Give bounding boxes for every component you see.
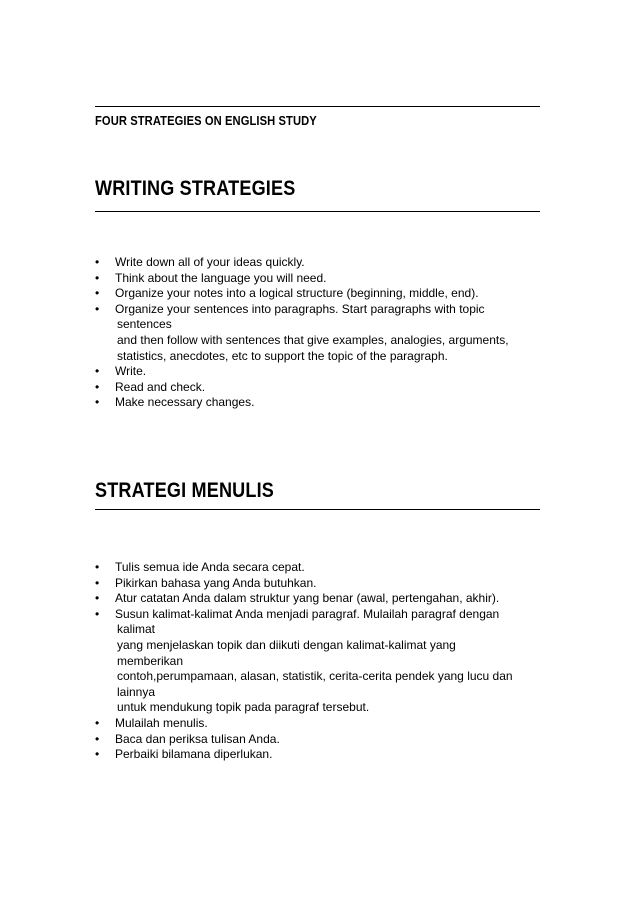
bullet-icon: • bbox=[95, 364, 100, 379]
list-item-text: Susun kalimat-kalimat Anda menjadi paragraf. Mulailah paragraf dengan bbox=[115, 606, 500, 621]
list-item-text: Tulis semua ide Anda secara cepat. bbox=[115, 560, 305, 574]
section-rule-strategi-menulis bbox=[95, 509, 540, 510]
list-item-text: sentences bbox=[117, 317, 172, 332]
bullet-icon: • bbox=[95, 591, 100, 606]
bullet-icon: • bbox=[95, 575, 100, 590]
list-item-text: Mulailah menulis. bbox=[115, 715, 208, 730]
bullet-list-strategi-menulis bbox=[95, 560, 545, 763]
list-item-text: Write. bbox=[115, 364, 147, 379]
list-item-text: Baca dan periksa tulisan Anda. bbox=[115, 731, 280, 746]
list-item-text: untuk mendukung topik pada paragraf tersebut. bbox=[117, 700, 370, 715]
bullet-icon: • bbox=[95, 301, 100, 316]
list-item-text: statistics, anecdotes, etc to support the topic of the paragraph. bbox=[117, 348, 448, 363]
list-item bbox=[95, 591, 545, 607]
bullet-icon: • bbox=[95, 606, 100, 621]
section-rule-writing-strategies bbox=[95, 211, 540, 212]
list-item-text: Organize your sentences into paragraphs. Start paragraphs with topic bbox=[115, 301, 485, 316]
list-item bbox=[95, 395, 545, 411]
list-item bbox=[95, 286, 545, 302]
list-item-text: contoh,perumpamaan, alasan, statistik, cerita-cerita pendek yang lucu dan bbox=[117, 669, 513, 684]
list-item-text: Organize your notes into a logical structure (beginning, middle, end). bbox=[115, 286, 479, 301]
list-item bbox=[95, 302, 545, 364]
bullet-icon: • bbox=[95, 395, 100, 410]
section-heading-writing-strategies: WRITING STRATEGIES bbox=[95, 177, 296, 200]
list-item bbox=[95, 560, 545, 576]
bullet-icon: • bbox=[95, 560, 100, 574]
list-item-text: Perbaiki bilamana diperlukan. bbox=[115, 747, 273, 762]
bullet-icon: • bbox=[95, 731, 100, 746]
list-item-text: yang menjelaskan topik dan diikuti dengan kalimat-kalimat yang bbox=[117, 637, 456, 652]
list-item bbox=[95, 716, 545, 732]
bullet-icon: • bbox=[95, 255, 100, 269]
bullet-icon: • bbox=[95, 379, 100, 394]
list-item-text: memberikan bbox=[117, 653, 184, 668]
list-item-text: lainnya bbox=[117, 684, 156, 699]
list-item bbox=[95, 380, 545, 396]
list-item bbox=[95, 255, 545, 271]
list-item bbox=[95, 364, 545, 380]
list-item-text: Read and check. bbox=[115, 379, 206, 394]
list-item-text: and then follow with sentences that give examples, analogies, arguments, bbox=[117, 332, 509, 347]
list-item bbox=[95, 576, 545, 592]
list-item-text: Make necessary changes. bbox=[115, 395, 255, 410]
document-title: FOUR STRATEGIES ON ENGLISH STUDY bbox=[95, 113, 317, 128]
list-item bbox=[95, 607, 545, 716]
bullet-icon: • bbox=[95, 747, 100, 762]
bullet-list-writing-strategies bbox=[95, 255, 545, 411]
list-item bbox=[95, 747, 545, 763]
bullet-icon: • bbox=[95, 270, 100, 285]
list-item bbox=[95, 271, 545, 287]
list-item-text: Write down all of your ideas quickly. bbox=[115, 255, 305, 269]
list-item-text: Atur catatan Anda dalam struktur yang benar (awal, pertengahan, akhir). bbox=[115, 591, 500, 606]
list-item-text: Pikirkan bahasa yang Anda butuhkan. bbox=[115, 575, 317, 590]
list-item bbox=[95, 732, 545, 748]
bullet-icon: • bbox=[95, 715, 100, 730]
list-item-text: Think about the language you will need. bbox=[115, 270, 327, 285]
section-heading-strategi-menulis: STRATEGI MENULIS bbox=[95, 479, 275, 502]
list-item-text: kalimat bbox=[117, 622, 156, 637]
bullet-icon: • bbox=[95, 286, 100, 301]
top-rule bbox=[95, 106, 540, 107]
